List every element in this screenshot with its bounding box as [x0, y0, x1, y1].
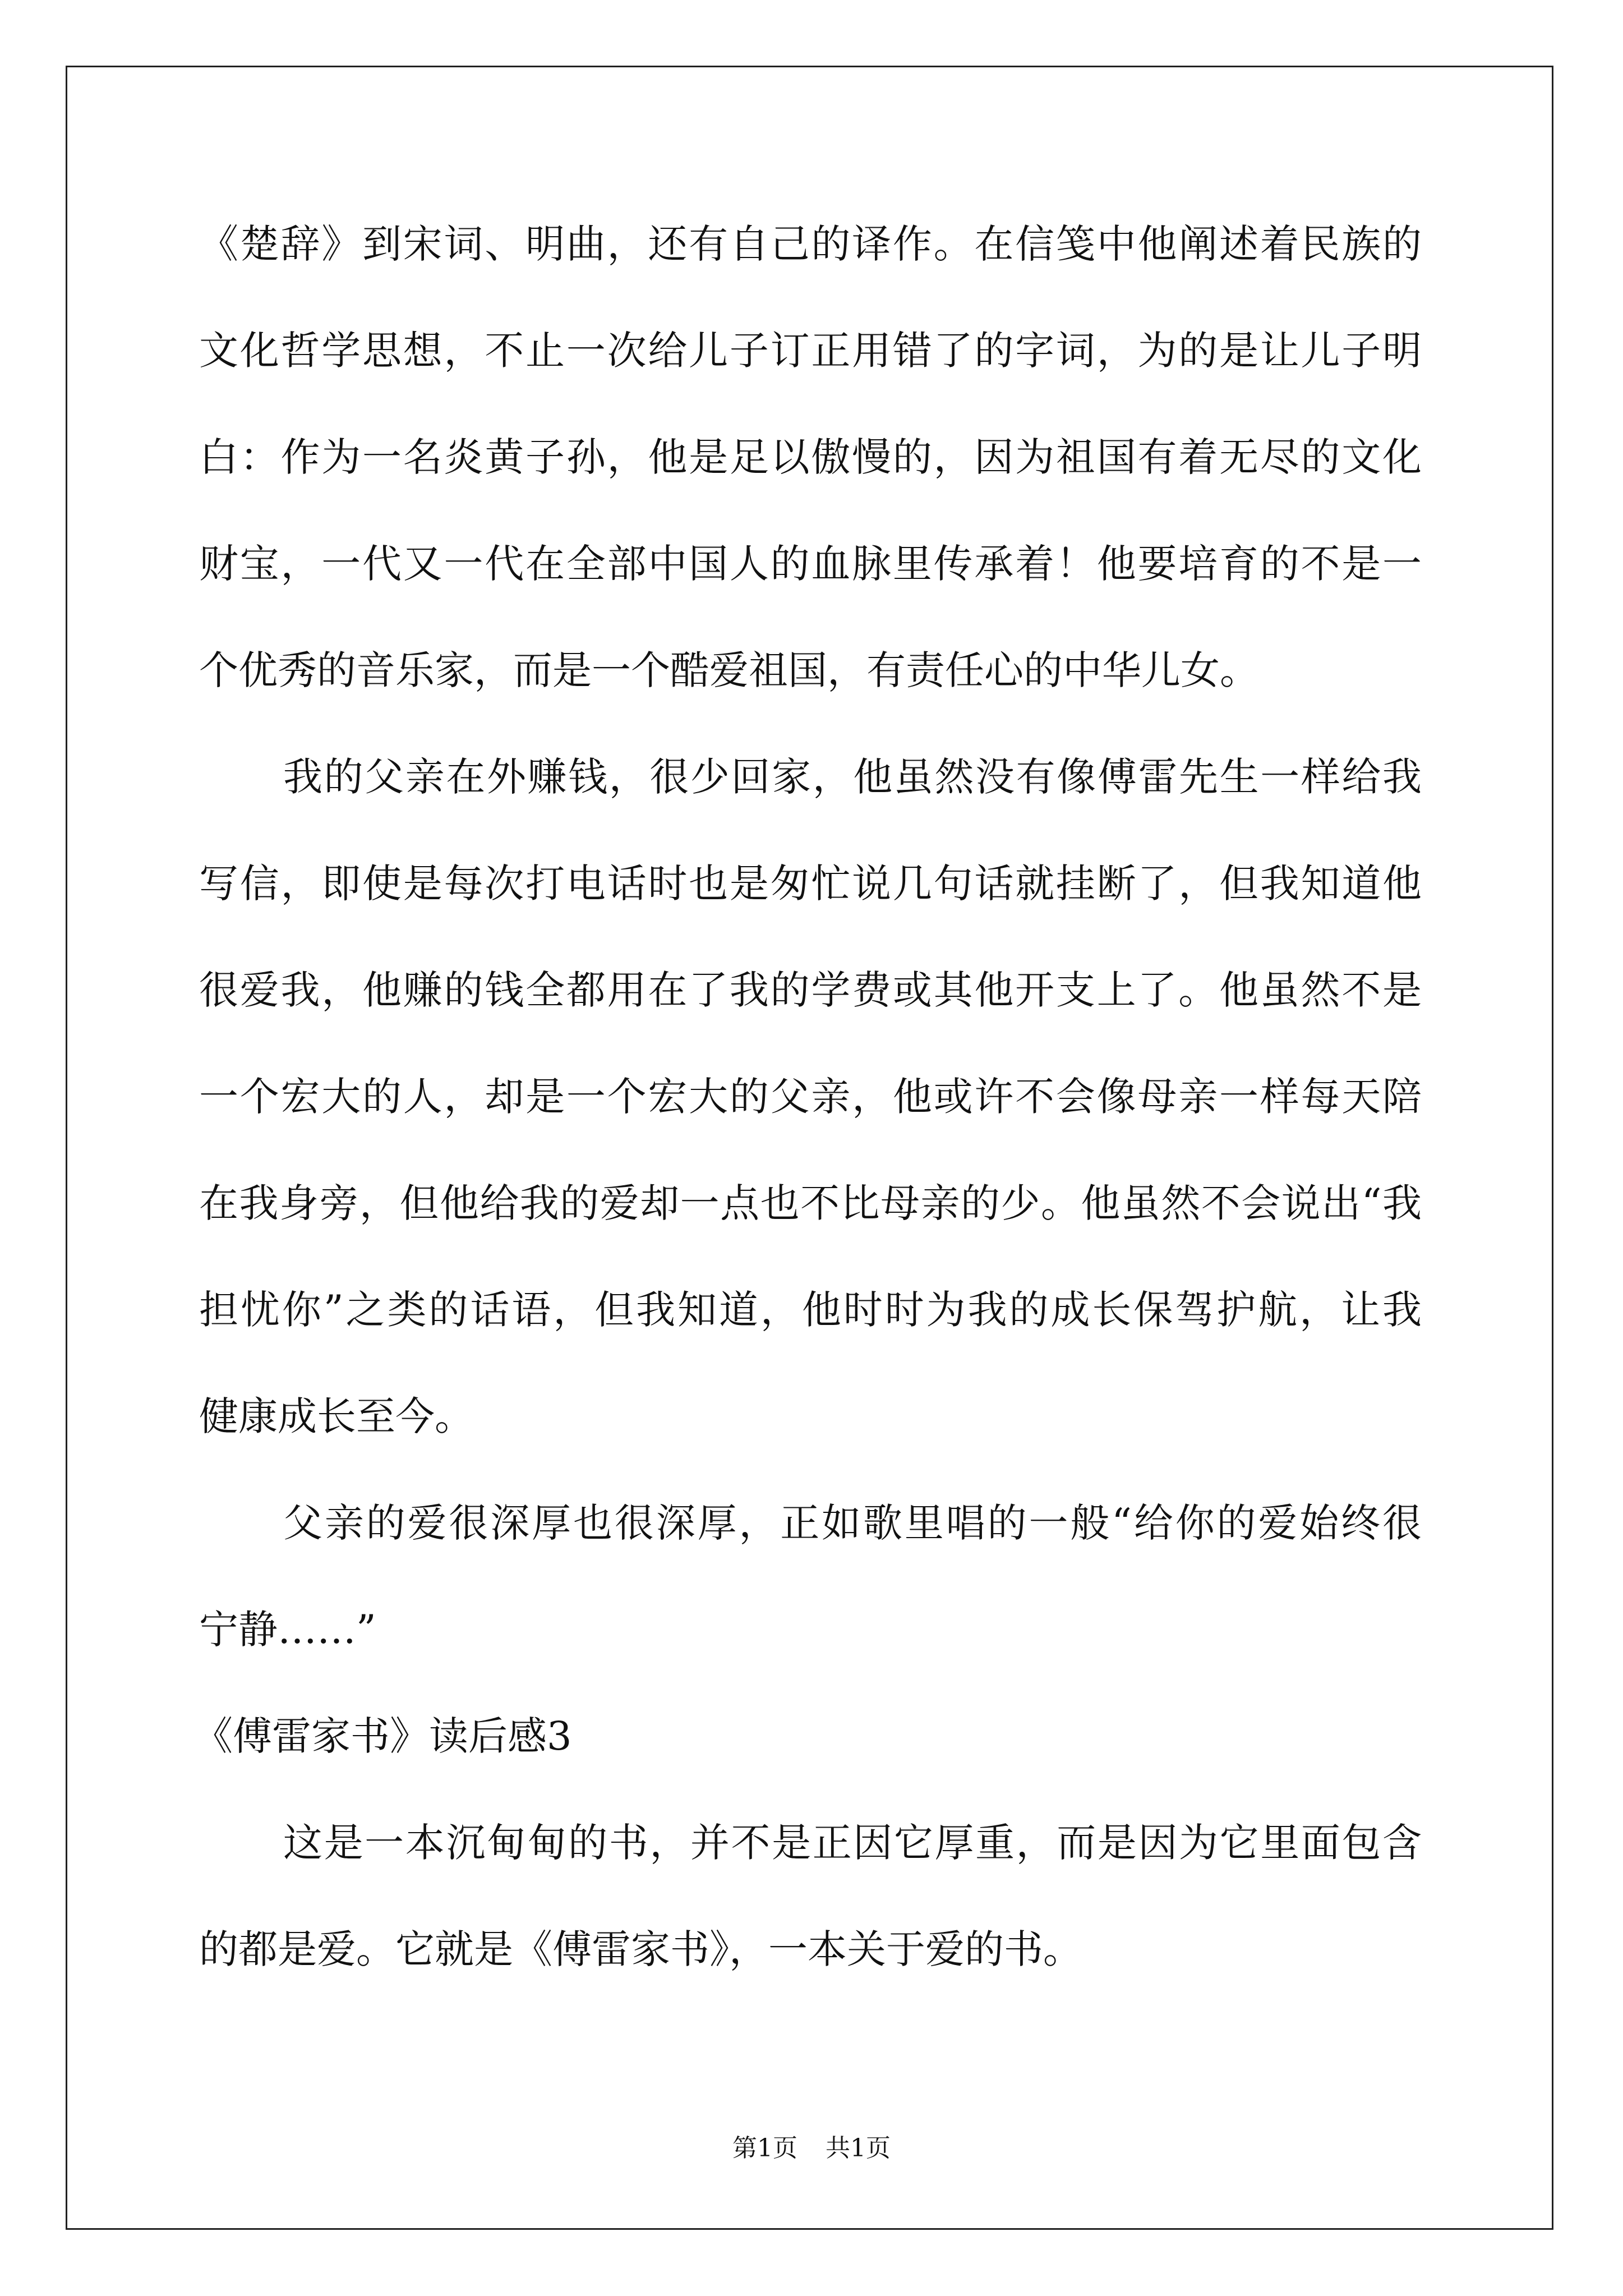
page-border: [66, 66, 1553, 2230]
text-line: 在我身旁，但他给我的爱却一点也不比母亲的少。他虽然不会说出“我: [199, 1180, 1422, 1226]
text-line: 宁静……”: [199, 1607, 376, 1653]
page-number: 第1页: [732, 2134, 797, 2162]
text-line: 一个宏大的人，却是一个宏大的父亲，他或许不会像母亲一样每天陪: [199, 1074, 1422, 1120]
text-line: 的都是爱。它就是《傅雷家书》，一本关于爱的书。: [199, 1926, 1082, 1972]
page-total: 共1页: [826, 2134, 891, 2162]
text-line: 健康成长至今。: [199, 1393, 474, 1439]
text-line: 写信，即使是每次打电话时也是匆忙说几句话就挂断了，但我知道他: [199, 861, 1422, 907]
text-line: 我的父亲在外赚钱，很少回家，他虽然没有像傅雷先生一样给我: [283, 754, 1422, 800]
text-line: 财宝，一代又一代在全部中国人的血脉里传承着！他要培育的不是一: [199, 541, 1422, 587]
section-heading: 《傅雷家书》读后感3: [193, 1713, 572, 1759]
text-line: 父亲的爱很深厚也很深厚，正如歌里唱的一般“给你的爱始终很: [283, 1500, 1422, 1546]
text-line: 白：作为一名炎黄子孙，他是足以傲慢的，因为祖国有着无尽的文化: [199, 434, 1422, 480]
text-line: 担忧你”之类的话语，但我知道，他时时为我的成长保驾护航，让我: [199, 1287, 1422, 1333]
text-line: 这是一本沉甸甸的书，并不是正因它厚重，而是因为它里面包含: [283, 1820, 1422, 1866]
text-line: 《楚辞》到宋词、明曲，还有自己的译作。在信笺中他阐述着民族的: [199, 221, 1422, 267]
text-line: 文化哲学思想，不止一次给儿子订正用错了的字词，为的是让儿子明: [199, 328, 1422, 374]
page-footer: [0, 2132, 1623, 2165]
text-line: 很爱我，他赚的钱全都用在了我的学费或其他开支上了。他虽然不是: [199, 967, 1422, 1013]
text-line: 个优秀的音乐家，而是一个酷爱祖国，有责任心的中华儿女。: [199, 647, 1259, 693]
